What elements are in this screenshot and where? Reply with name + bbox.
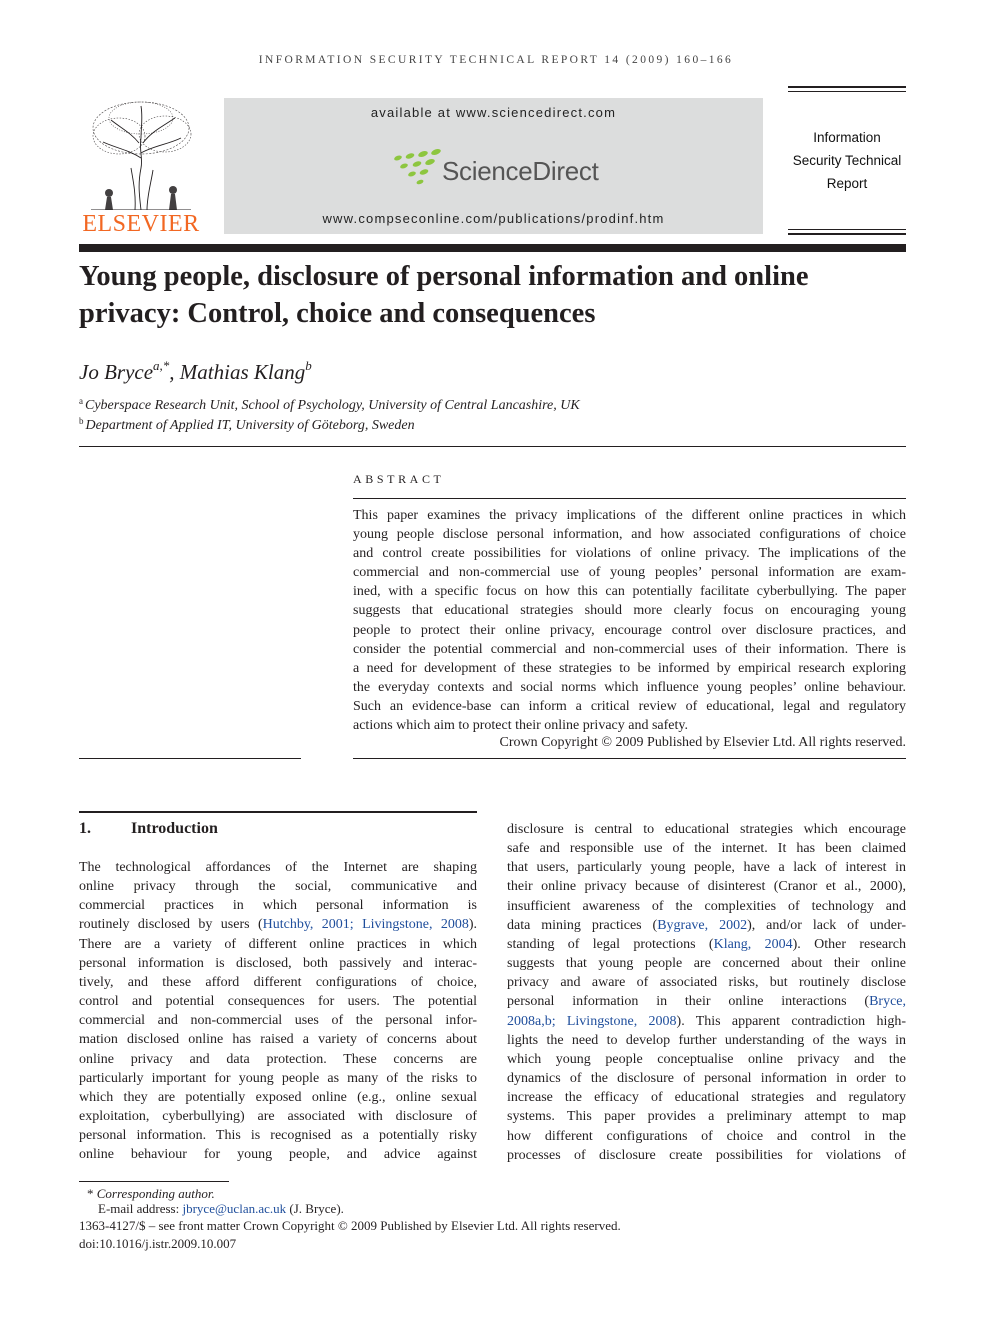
citation-link[interactable]: Hutchby, 2001; Livingstone, 2008 bbox=[262, 917, 469, 933]
text-segment: online behaviour for young people, and advice against bbox=[79, 1147, 477, 1163]
email-note bbox=[98, 1201, 344, 1217]
text-segment: standing of legal protections ( bbox=[507, 936, 714, 952]
text-segment: suggests that young people are concerned about their online bbox=[507, 956, 906, 972]
text-segment: insufficient awareness of the complexities of technology and bbox=[507, 898, 906, 914]
text-line bbox=[507, 1069, 906, 1088]
abstract-heading: ABSTRACT bbox=[353, 472, 445, 486]
text-segment: safe and responsible use of the internet. It has been claimed bbox=[507, 841, 906, 857]
abstract-copyright: Crown Copyright © 2009 Published by Elsevier Ltd. All rights reserved. bbox=[499, 735, 906, 750]
journal-title-line: Report bbox=[826, 176, 868, 191]
text-segment: online privacy and data protection. These concerns are bbox=[79, 1051, 477, 1067]
affiliation-text: Cyberspace Research Unit, School of Psychology, University of Central Lancashire, UK bbox=[85, 398, 580, 413]
text-segment: personal information is disclosed, both passively and interac- bbox=[79, 955, 477, 971]
text-line bbox=[79, 1050, 477, 1069]
text-segment: that users, particularly young people, have a lack of interest in bbox=[507, 860, 906, 876]
elsevier-tree-icon bbox=[81, 98, 201, 210]
issn-line: 1363-4127/$ – see front matter Crown Copyright © 2009 Published by Elsevier Ltd. All rights reserved. bbox=[79, 1218, 621, 1233]
article-title bbox=[79, 258, 909, 332]
text-line bbox=[79, 896, 477, 915]
text-segment: ). Other research bbox=[792, 936, 906, 952]
text-segment: dynamics of the disclosure of personal information in order to bbox=[507, 1071, 906, 1087]
text-line bbox=[507, 897, 906, 916]
abstract-body bbox=[353, 506, 906, 735]
article-title-line: Young people, disclosure of personal information and online bbox=[79, 261, 809, 292]
header-divider bbox=[79, 244, 906, 252]
journal-rule-top bbox=[788, 86, 906, 88]
text-line bbox=[507, 954, 906, 973]
elsevier-wordmark: ELSEVIER bbox=[82, 211, 200, 237]
text-segment: their online privacy because of disinterest (Cranor et al., 2000), bbox=[507, 879, 906, 895]
text-line bbox=[79, 858, 477, 877]
corresponding-label: Corresponding author. bbox=[96, 1186, 215, 1201]
text-segment: tively, and these afford different configurations of choice, bbox=[79, 974, 477, 990]
text-line bbox=[79, 1088, 477, 1107]
text-line bbox=[79, 935, 477, 954]
text-line bbox=[507, 858, 906, 877]
text-line bbox=[507, 973, 906, 992]
text-line: and control create possibilities for violations of online privacy. The implications of the bbox=[353, 546, 906, 562]
text-line bbox=[507, 935, 906, 954]
journal-title-line: Security Technical bbox=[792, 153, 902, 168]
sciencedirect-wordmark: ScienceDirect bbox=[442, 156, 599, 186]
text-line bbox=[79, 973, 477, 992]
text-line: ined, with a specific focus on how this can potentially facilitate cyberbullying. The paper bbox=[353, 584, 906, 600]
text-line bbox=[79, 1126, 477, 1145]
text-segment: ). bbox=[468, 917, 477, 933]
section-rule bbox=[79, 811, 477, 813]
text-segment: data mining practices ( bbox=[507, 917, 658, 933]
text-line bbox=[79, 915, 477, 934]
text-line bbox=[79, 1069, 477, 1088]
text-line bbox=[79, 1107, 477, 1126]
text-line: Such an evidence-base can inform a critical review of educational, legal and regulatory bbox=[353, 698, 906, 714]
text-segment: commercial practices in which personal information is bbox=[79, 898, 477, 914]
text-line bbox=[507, 1127, 906, 1146]
text-segment: systems. This paper provides a preliminary attempt to map bbox=[507, 1109, 906, 1125]
footnote-rule bbox=[79, 1181, 229, 1182]
text-segment: increase the efficacy of educational strategies and regulatory bbox=[507, 1090, 906, 1106]
text-line bbox=[507, 1146, 906, 1165]
text-segment: ), and/or lack of under- bbox=[747, 917, 906, 933]
text-line bbox=[79, 1145, 477, 1164]
text-line bbox=[79, 1030, 477, 1049]
citation-link[interactable]: 2008a,b; Livingstone, 2008 bbox=[507, 1013, 677, 1029]
text-line: people to protect their online privacy, encourage control over disclosure practices, and bbox=[353, 622, 906, 638]
abstract-bottom-rule bbox=[353, 758, 906, 759]
text-segment: privacy and aware of associated risks, but routinely disclose bbox=[507, 975, 906, 991]
text-line bbox=[79, 954, 477, 973]
author-separator: , bbox=[169, 360, 180, 384]
text-segment: personal information. This is recognised as a potentially risky bbox=[79, 1128, 477, 1144]
text-segment: ). This apparent contradiction high- bbox=[676, 1013, 906, 1029]
abstract-top-rule bbox=[353, 498, 906, 499]
journal-title bbox=[786, 126, 908, 195]
text-segment: how different configurations of choice and control in the bbox=[507, 1128, 906, 1144]
text-line bbox=[507, 1107, 906, 1126]
text-line: consider the potential commercial and non-commercial uses of their information. There is bbox=[353, 641, 906, 657]
body-column-right bbox=[507, 820, 906, 1165]
text-line bbox=[507, 1088, 906, 1107]
text-line: suggests that educational strategies should more clearly focus on encouraging young bbox=[353, 603, 906, 619]
text-line bbox=[507, 877, 906, 896]
journal-rule-bottom bbox=[788, 233, 906, 235]
text-line bbox=[507, 839, 906, 858]
email-label: E-mail address: bbox=[98, 1201, 183, 1216]
journal-rule-top-thin bbox=[788, 91, 906, 92]
affiliation-mark: a bbox=[79, 396, 83, 406]
text-segment: There are a variety of different online practices in which bbox=[79, 936, 477, 952]
text-segment: commercial and non-commercial uses of the personal infor- bbox=[79, 1013, 477, 1029]
text-line: a need for development of these strategies to be informed by empirical research exploring bbox=[353, 660, 906, 676]
text-line: commercial and non-commercial use of young peoples’ personal information are exam- bbox=[353, 565, 906, 581]
author-list bbox=[79, 358, 312, 385]
sciencedirect-banner bbox=[224, 98, 763, 234]
text-line: young people disclose personal information, and how associated configurations of choice bbox=[353, 527, 906, 543]
section-title: Introduction bbox=[131, 820, 218, 837]
text-line bbox=[79, 1011, 477, 1030]
text-line: the everyday contexts and social norms which influence young peoples’ online behaviour. bbox=[353, 679, 906, 695]
text-line: This paper examines the privacy implications of the different online practices in which bbox=[353, 508, 906, 523]
available-at-text: available at www.sciencedirect.com bbox=[370, 105, 617, 120]
text-line bbox=[79, 992, 477, 1011]
text-segment: online privacy through the social, communicative and bbox=[79, 879, 477, 895]
text-line bbox=[507, 1031, 906, 1050]
text-segment: mation disclosed online has raised a variety of concerns about bbox=[79, 1032, 477, 1048]
author-marks: b bbox=[305, 358, 312, 373]
author-name: Jo Bryce bbox=[79, 360, 154, 384]
affiliation-divider bbox=[79, 446, 906, 447]
text-line bbox=[507, 820, 906, 839]
section-number: 1. bbox=[79, 820, 91, 837]
text-segment: routinely disclosed by users ( bbox=[79, 917, 263, 933]
running-head: INFORMATION SECURITY TECHNICAL REPORT 14 (2009) 160–166 bbox=[258, 54, 734, 66]
elsevier-logo bbox=[79, 98, 203, 236]
author-name: Mathias Klang bbox=[179, 360, 306, 384]
text-line: actions which aim to protect their online privacy and safety. bbox=[353, 718, 688, 734]
email-suffix: (J. Bryce). bbox=[286, 1201, 344, 1216]
affiliation-text: Department of Applied IT, University of Göteborg, Sweden bbox=[85, 418, 415, 433]
text-line bbox=[507, 992, 906, 1011]
email-link[interactable]: jbryce@uclan.ac.uk bbox=[182, 1201, 287, 1216]
footnote-mark: * bbox=[87, 1186, 94, 1201]
journal-rule-bottom-thin bbox=[788, 229, 906, 230]
affiliation bbox=[79, 396, 580, 414]
text-line bbox=[507, 1050, 906, 1069]
text-segment: control and potential consequences for users. The potential bbox=[79, 994, 477, 1010]
body-column-left bbox=[79, 858, 477, 1165]
text-segment: personal information in their online interactions ( bbox=[507, 994, 870, 1010]
text-segment: lights the need to develop further understanding of the ways in bbox=[507, 1032, 906, 1048]
article-title-line: privacy: Control, choice and consequences bbox=[79, 298, 596, 329]
text-segment: processes of disclosure create possibilities for violations of bbox=[507, 1147, 906, 1163]
citation-link[interactable]: Bryce, bbox=[869, 994, 906, 1010]
text-segment: disclosure is central to educational strategies which encourage bbox=[507, 822, 906, 837]
text-segment: The technological affordances of the Internet are shaping bbox=[79, 860, 477, 875]
text-line bbox=[507, 916, 906, 935]
affiliation bbox=[79, 416, 415, 434]
text-line bbox=[79, 877, 477, 896]
journal-url: www.compseconline.com/publications/prodinf.htm bbox=[322, 211, 665, 226]
text-segment: which young people conceptualise online privacy and the bbox=[507, 1051, 906, 1067]
author-marks: a,* bbox=[153, 358, 170, 373]
journal-title-line: Information bbox=[813, 130, 881, 145]
doi[interactable]: doi:10.1016/j.istr.2009.10.007 bbox=[79, 1236, 237, 1251]
text-segment: exploitation, cyberbullying) are associated with disclosure of bbox=[79, 1109, 477, 1125]
citation-link[interactable]: Klang, 2004 bbox=[713, 936, 793, 952]
text-segment: particularly important for young people as many of the risks to bbox=[79, 1070, 477, 1086]
corresponding-author-note bbox=[87, 1186, 215, 1202]
text-line bbox=[507, 1012, 906, 1031]
citation-link[interactable]: Bygrave, 2002 bbox=[657, 917, 748, 933]
affiliation-mark: b bbox=[79, 416, 84, 426]
left-column-rule bbox=[79, 758, 301, 759]
text-segment: which they are potentially exposed online (e.g., online sexual bbox=[79, 1089, 477, 1105]
